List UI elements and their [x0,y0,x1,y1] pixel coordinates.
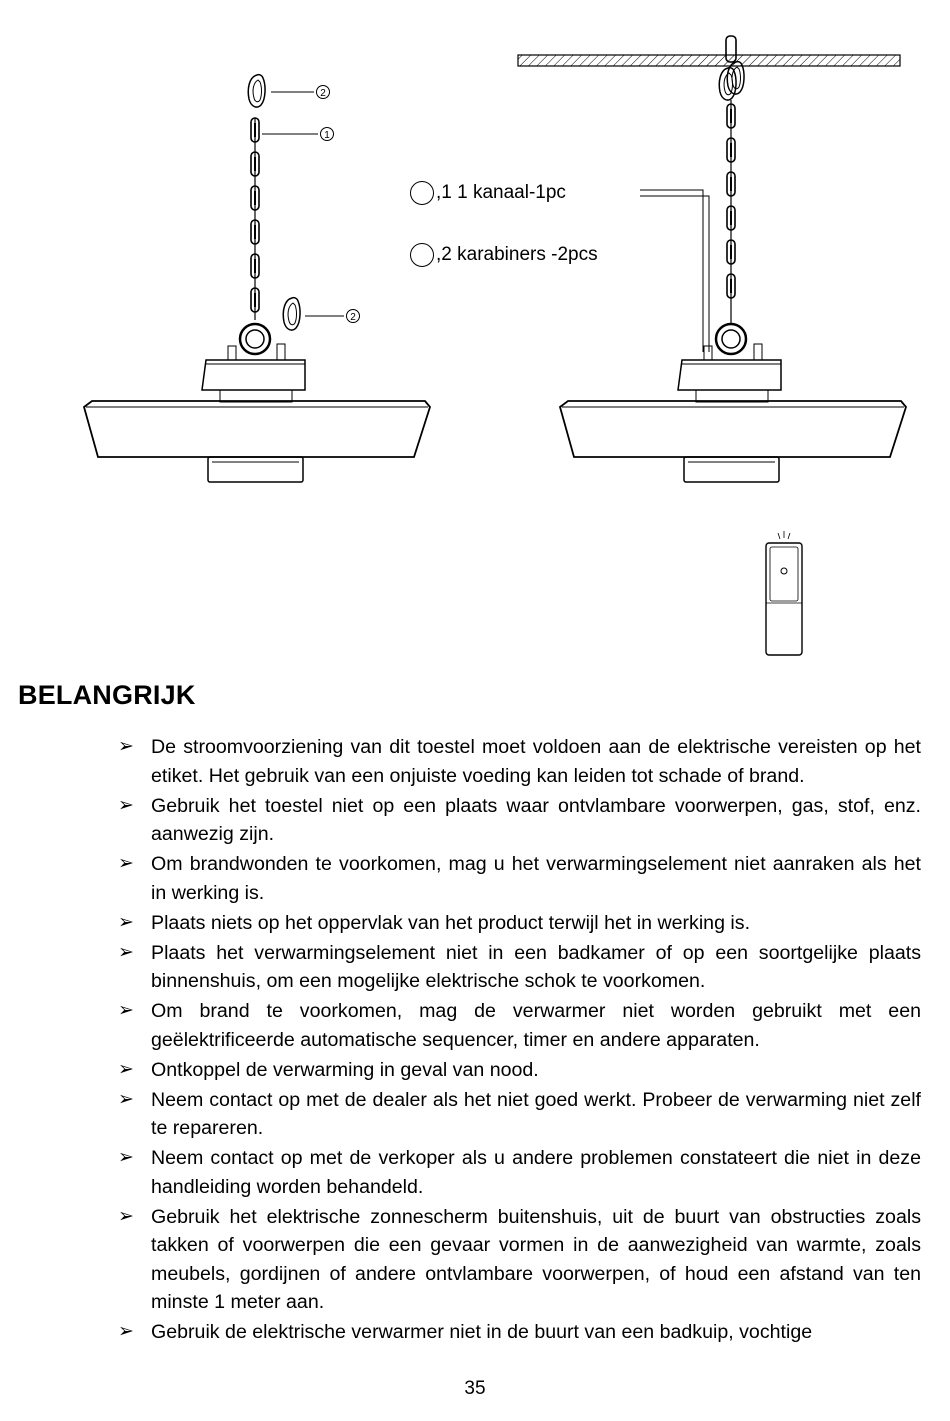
callout-2-lower: 2 [350,312,356,323]
list-item-text: Om brand te voorkomen, mag de verwarmer niet worden gebruikt met een geëlektrificeerde automatische sequencer, timer en andere apparaten. [151,1000,921,1051]
arrow-bullet-icon: ➢ [118,1088,134,1110]
legend-item-1 [410,181,566,205]
list-item-text: Om brandwonden te voorkomen, mag u het verwarmingselement niet aanraken als het in werking is. [151,853,921,904]
list-item-text: Neem contact op met de verkoper als u andere problemen constateert die niet in deze handleiding worden behandeld. [151,1147,921,1198]
arrow-bullet-icon: ➢ [118,853,134,874]
list-item [118,997,921,1054]
list-item [118,1086,921,1143]
left-heater-drawing [84,75,430,482]
arrow-bullet-icon: ➢ [118,736,134,757]
list-item [118,792,921,849]
list-item [118,1203,921,1317]
list-item [118,1144,921,1201]
legend-text-1: ,1 1 kanaal-1pc [436,182,566,203]
arrow-bullet-icon: ➢ [118,911,134,933]
arrow-bullet-icon: ➢ [118,1321,134,1342]
list-item [118,939,921,996]
list-item [118,850,921,907]
list-item [118,1318,921,1347]
top-carabiner [248,75,265,107]
legend-circle-icon [410,181,434,205]
arrow-bullet-icon: ➢ [118,1000,134,1021]
list-item-text: Plaats het verwarmingselement niet in een badkamer of op een soortgelijke plaats binnenshuis, om een mogelijke elektrische schok te voorkomen. [151,941,921,992]
arrow-bullet-icon: ➢ [118,1205,134,1227]
list-item [118,733,921,790]
arrow-bullet-icon: ➢ [118,941,134,963]
arrow-bullet-icon: ➢ [118,794,134,816]
installation-diagram [0,0,950,670]
section-heading: BELANGRIJK [18,680,196,710]
legend-circle-icon [410,243,434,267]
page-number: 35 [464,1378,486,1399]
callout-1: 1 [324,130,330,141]
legend-text-2: ,2 karabiners -2pcs [436,244,598,265]
arrow-bullet-icon: ➢ [118,1058,134,1080]
lower-carabiner [283,298,300,330]
list-item [118,1056,921,1085]
list-item-text: Plaats niets op het oppervlak van het product terwijl het in werking is. [151,911,751,934]
list-item-text: Gebruik de elektrische verwarmer niet in de buurt van een badkuip, vochtige [151,1321,813,1343]
remote-control-drawing [766,531,802,655]
list-item-text: Neem contact op met de dealer als het niet goed werkt. Probeer de verwarming niet zelf te repareren. [151,1088,921,1139]
list-item-text: Gebruik het elektrische zonnescherm buitenshuis, uit de buurt van obstructies zoals takken of voorwerpen die een gevaar vormen in de aanwezigheid van warmte, zoals meubels, gordijnen of andere ontvlambare voorwerpen, of houd een afstand van ten minste 1 meter aan. [151,1205,921,1313]
callout-2-top: 2 [320,88,326,99]
legend-item-2 [410,243,598,267]
list-item [118,909,921,938]
ceiling [518,55,900,66]
warning-list [118,733,921,1348]
list-item-text: De stroomvoorziening van dit toestel moet voldoen aan de elektrische vereisten op het etiket. Het gebruik van een onjuiste voeding kan leiden tot schade of brand. [151,736,921,787]
arrow-bullet-icon: ➢ [118,1147,134,1168]
left-chain [251,118,259,320]
list-item-text: Ontkoppel de verwarming in geval van nood. [151,1058,539,1081]
list-item-text: Gebruik het toestel niet op een plaats waar ontvlambare voorwerpen, gas, stof, enz. aanwezig zijn. [151,794,921,845]
